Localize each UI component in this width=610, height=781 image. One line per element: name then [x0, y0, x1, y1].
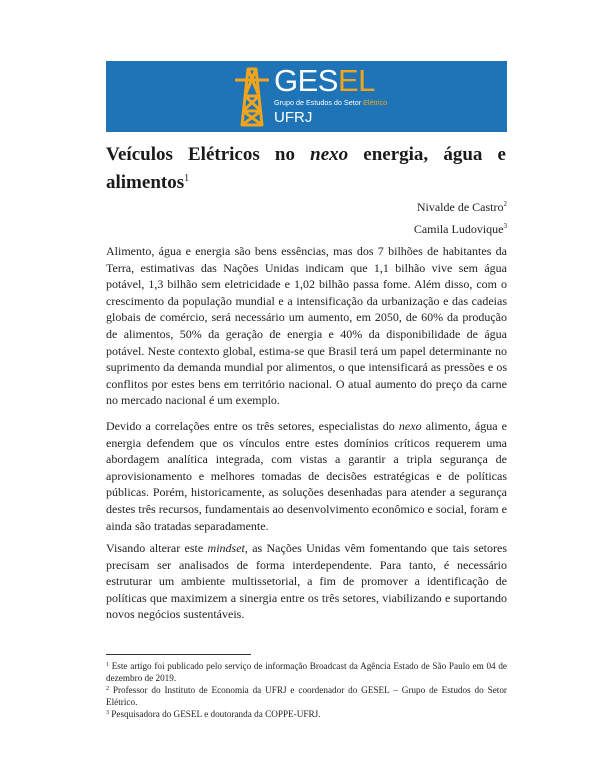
- article-title: Veículos Elétricos no nexo energia, água e alimentos$^1$: [106, 144, 506, 193]
- footnote-1: $^1$ Este artigo foi publicado pelo serviço de informação Broadcast da Agência Estado de São Paulo em 04 de dezembro de 2019.: [106, 661, 507, 683]
- transmission-tower-icon: [232, 66, 272, 128]
- author-1: Nivalde de Castro$^2$: [416, 200, 507, 214]
- paragraph-3: Visando alterar este mindset, as Nações Unidas vêm fomentando que tais setores precisam ser analisados de forma interdependente. Para tanto, é necessário estruturar um ambiente multissetorial, a fim de promover a identificação de políticas que maximizem a sinergia entre os três setores, viabilizando e suportando novos negócios sustentáveis.: [106, 541, 507, 622]
- footnote-divider: [106, 654, 251, 655]
- footnote-2: $^2$ Professor do Instituto de Economia da UFRJ e coordenador do GESEL – Grupo de Estudos do Setor Elétrico.: [106, 685, 507, 707]
- paragraph-1: Alimento, água e energia são bens essências, mas dos 7 bilhões de habitantes da Terra, estimativas das Nações Unidas indicam que 1,1 bilhão vive sem água potável, 1,3 bilhão sem eletricidade e 1,02 bilhão passa fome. Além disso, com o crescimento da população mundial e a intensificação da urbanização e das cadeias globais de comércio, será necessário um aumento, em 2050, de 60% da produção de alimentos, 50% da geração de energia e 40% da disponibilidade de água potável. Neste contexto global, estima-se que Brasil terá um papel determinante no suprimento da demanda mundial por alimentos, o que intensificará as pressões e os conflitos por estes bens em território nacional. O atual aumento do preço da carne no mercado nacional é um exemplo.: [106, 244, 507, 408]
- brand-subtitle: Grupo de Estudos do Setor Elétrico: [274, 98, 388, 107]
- paragraph-2: Devido a correlações entre os três setores, especialistas do nexo alimento, água e energia defendem que os vínculos entre estes domínios críticos requerem uma abordagem analítica integrada, com vistas a garantir a tripla segurança de aprovisionamento e melhores tomadas de decisões estratégicas e de políticas públicas. Porém, historicamente, as soluções desenhadas para atender a segurança destes três recursos, fundamentais ao desenvolvimento econômico e social, foram e ainda são tratadas separadamente.: [106, 419, 507, 533]
- institution-name: UFRJ: [274, 109, 313, 126]
- author-2: Camila Ludovique$^3$: [413, 222, 507, 236]
- footnote-3: $^3$ Pesquisadora do GESEL e doutoranda da COPPE-UFRJ.: [106, 709, 321, 719]
- header-banner: [106, 61, 507, 132]
- title-footnote-ref: 1: [184, 173, 190, 184]
- brand-name: GESEL: [274, 63, 375, 98]
